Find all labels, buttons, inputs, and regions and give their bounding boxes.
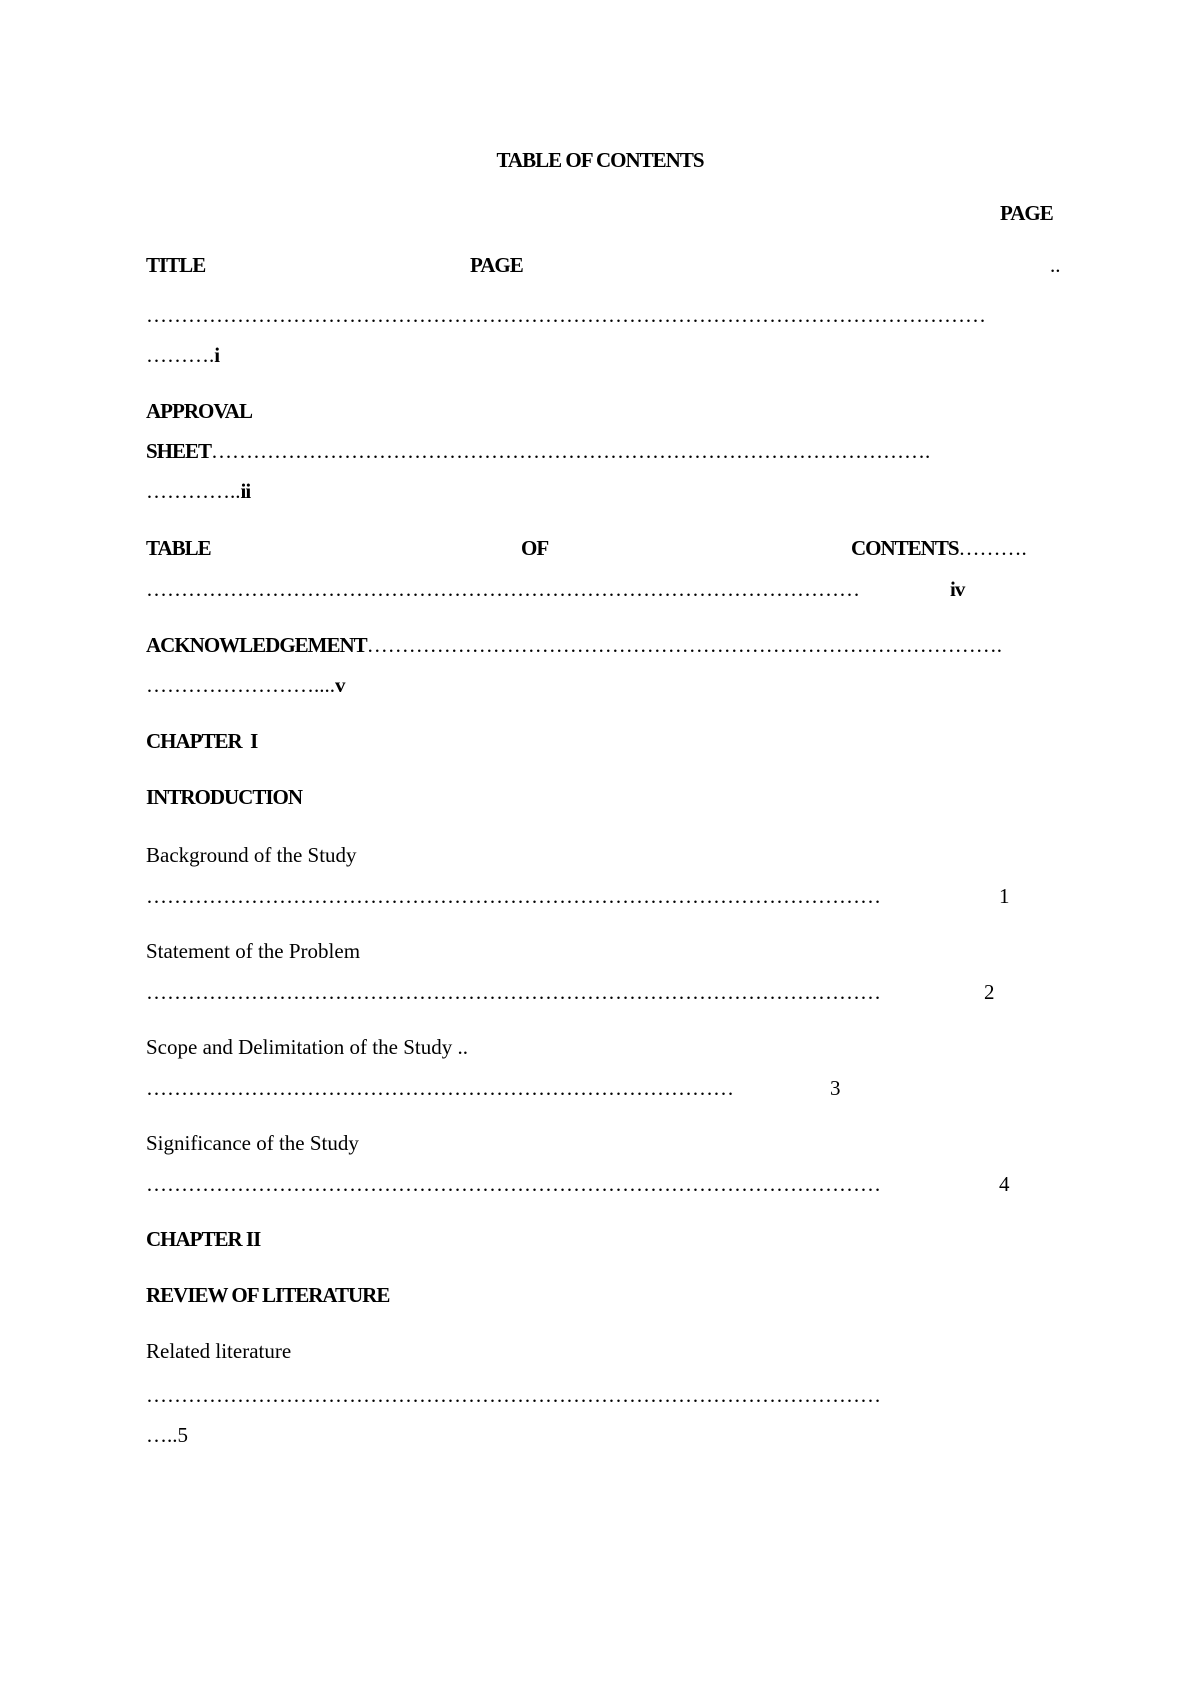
background-label: Background of the Study	[146, 843, 357, 867]
related-literature-dot-leader: ……………………………………………………………………………………………	[146, 1383, 881, 1407]
approval-continuation	[146, 478, 250, 504]
related-literature-label: Related literature	[146, 1339, 292, 1363]
title-page-number: i	[214, 343, 220, 367]
toc-dot-leader: …………………………………………………………………………………………	[146, 577, 860, 601]
related-literature-continuation	[146, 1422, 188, 1448]
background-page-number: 1	[999, 884, 1010, 908]
approval-cont-dots: …………..	[146, 479, 241, 503]
title-page-dot-leader: …………………………………………………………………………………………………………	[146, 303, 986, 327]
ack-dot-leader: ……………………………………………………………………………….	[366, 633, 1002, 657]
toc-page-number: iv	[950, 577, 965, 601]
chapter-1-label: CHAPTER I	[146, 729, 258, 753]
approval-label-sheet: SHEET	[146, 439, 212, 463]
toc-word-table: TABLE	[146, 536, 211, 560]
scope-dot-leader: …………………………………………………………………………	[146, 1076, 734, 1100]
related-literature-page-number: 5	[177, 1423, 188, 1447]
approval-page-number: ii	[240, 479, 251, 503]
scope-label: Scope and Delimitation of the Study ..	[146, 1035, 468, 1059]
problem-dot-leader: ……………………………………………………………………………………………	[146, 980, 881, 1004]
ack-label: ACKNOWLEDGEMENT	[146, 633, 367, 657]
toc-heading: TABLE OF CONTENTS	[496, 148, 704, 172]
approval-dot-leader: ………………………………………………………………………………………….	[211, 439, 931, 463]
title-page-word-title: TITLE	[146, 253, 206, 277]
approval-line2	[146, 438, 1051, 464]
title-page-word-page: PAGE	[470, 253, 523, 277]
ack-line	[146, 632, 1061, 658]
significance-page-number: 4	[999, 1172, 1010, 1196]
chapter-2-title: REVIEW OF LITERATURE	[146, 1283, 390, 1307]
toc-word-of: OF	[521, 536, 549, 560]
toc-word-contents-line	[851, 535, 1027, 561]
ack-cont-dots: ……………………....	[146, 673, 335, 697]
title-page-cont-dots: ……….	[146, 343, 215, 367]
significance-dot-leader: ……………………………………………………………………………………………	[146, 1172, 881, 1196]
background-leader-line	[146, 883, 1010, 909]
chapter-2-label: CHAPTER II	[146, 1227, 261, 1251]
toc-trail-dots: ……….	[958, 536, 1027, 560]
title-page-trail-dots: ..	[1050, 253, 1061, 277]
scope-leader-line	[146, 1075, 841, 1101]
toc-word-contents: CONTENTS	[851, 536, 959, 560]
page-column-label: PAGE	[1000, 201, 1053, 225]
title-page-continuation	[146, 342, 219, 368]
ack-continuation	[146, 672, 345, 698]
approval-label-line1: APPROVAL	[146, 399, 252, 423]
problem-leader-line	[146, 979, 995, 1005]
chapter-1-title: INTRODUCTION	[146, 785, 303, 809]
background-dot-leader: ……………………………………………………………………………………………	[146, 884, 881, 908]
related-literature-cont-dots: …..	[146, 1423, 178, 1447]
ack-page-number: v	[335, 673, 345, 697]
problem-label: Statement of the Problem	[146, 939, 361, 963]
problem-page-number: 2	[984, 980, 995, 1004]
significance-label: Significance of the Study	[146, 1131, 359, 1155]
significance-leader-line	[146, 1171, 1010, 1197]
toc-continuation	[146, 576, 964, 602]
scope-page-number: 3	[830, 1076, 841, 1100]
